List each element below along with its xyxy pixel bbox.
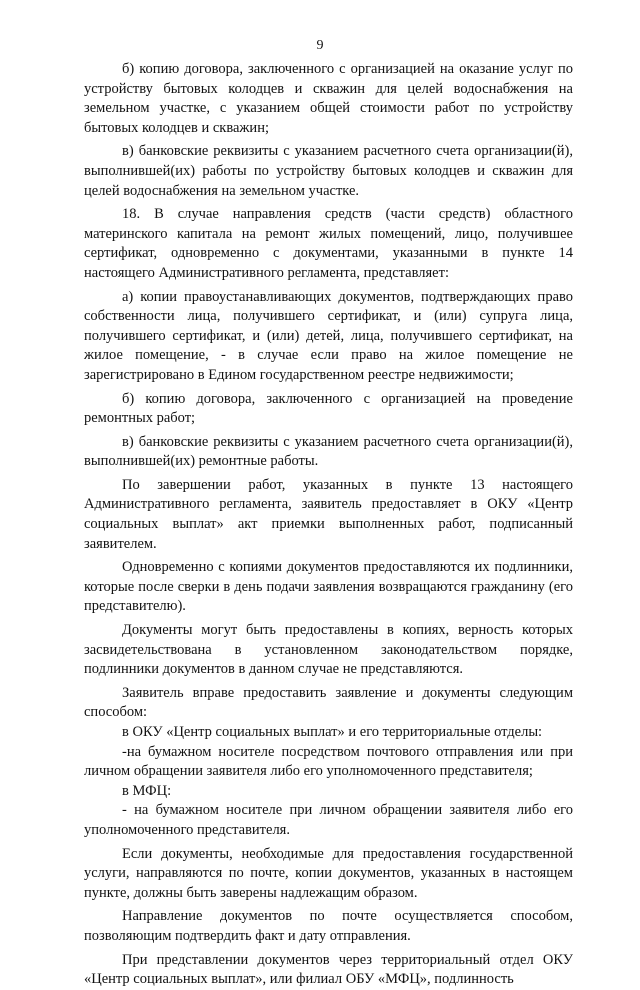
paragraph: в) банковские реквизиты с указанием расчетного счета организации(й), выполнившей(их) ремонтные работы. [84,433,573,470]
paragraph: в ОКУ «Центр социальных выплат» и его территориальные отделы: [122,724,543,740]
paragraph: 18. В случае направления средств (части средств) областного материнского капитала на ремонт жилых помещений, лицо, получившее сертификат, одновременно с документами, указанными в пункте 14 настоящего Административного регламента, представляет: [84,206,573,281]
paragraph: в МФЦ: [122,782,172,799]
paragraph: Одновременно с копиями документов предоставляются их подлинники, которые после сверки в день подачи заявления возвращаются гражданину (его представителю). [84,559,573,615]
paragraph: Заявитель вправе предоставить заявление и документы следующим способом: [84,684,573,721]
paragraph: - на бумажном носителе при личном обращении заявителя либо его уполномоченного представителя. [84,802,573,838]
page-number: 9 [316,38,324,53]
paragraph: в) банковские реквизиты с указанием расчетного счета организации(й), выполнившей(их) работы по устройству бытовых колодцев и скважин для целей водоснабжения на земельном участке. [84,143,573,199]
paragraph: б) копию договора, заключенного с организацией на оказание услуг по устройству бытовых колодцев и скважин для целей водоснабжения на земельном участке, с указанием общей стоимости работ по устройству бытовых колодцев и скважин; [84,61,573,136]
document-body [84,60,573,990]
paragraph: -на бумажном носителе посредством почтового отправления или при личном обращении заявителя либо его уполномоченного представителя; [84,743,573,780]
paragraph: Документы могут быть предоставлены в копиях, верность которых засвидетельствована в установленном законодательством порядке, подлинники документов в данном случае не представляются. [84,622,573,678]
paragraph: Если документы, необходимые для предоставления государственной услуги, направляются по почте, копии документов, указанных в настоящем пункте, должны быть заверены надлежащим образом. [84,845,573,901]
paragraph: По завершении работ, указанных в пункте 13 настоящего Административного регламента, заявитель предоставляет в ОКУ «Центр социальных выплат» акт приемки выполненных работ, подписанный заявителем. [84,476,573,552]
paragraph: а) копии правоустанавливающих документов, подтверждающих право собственности лица, получившего сертификат, и (или) супруга лица, получившего сертификат, и (или) детей, лица, получившего сертификат, на жилое помещение, - в случае если право на жилое помещение не зарегистрировано в Едином государственном реестре недвижимости; [84,288,573,383]
paragraph: Направление документов по почте осуществляется способом, позволяющим подтвердить факт и дату отправления. [84,908,573,944]
paragraph: При представлении документов через территориальный отдел ОКУ «Центр социальных выплат», или филиал ОБУ «МФЦ», подлинность [84,951,573,988]
paragraph: б) копию договора, заключенного с организацией на проведение ремонтных работ; [84,390,573,427]
